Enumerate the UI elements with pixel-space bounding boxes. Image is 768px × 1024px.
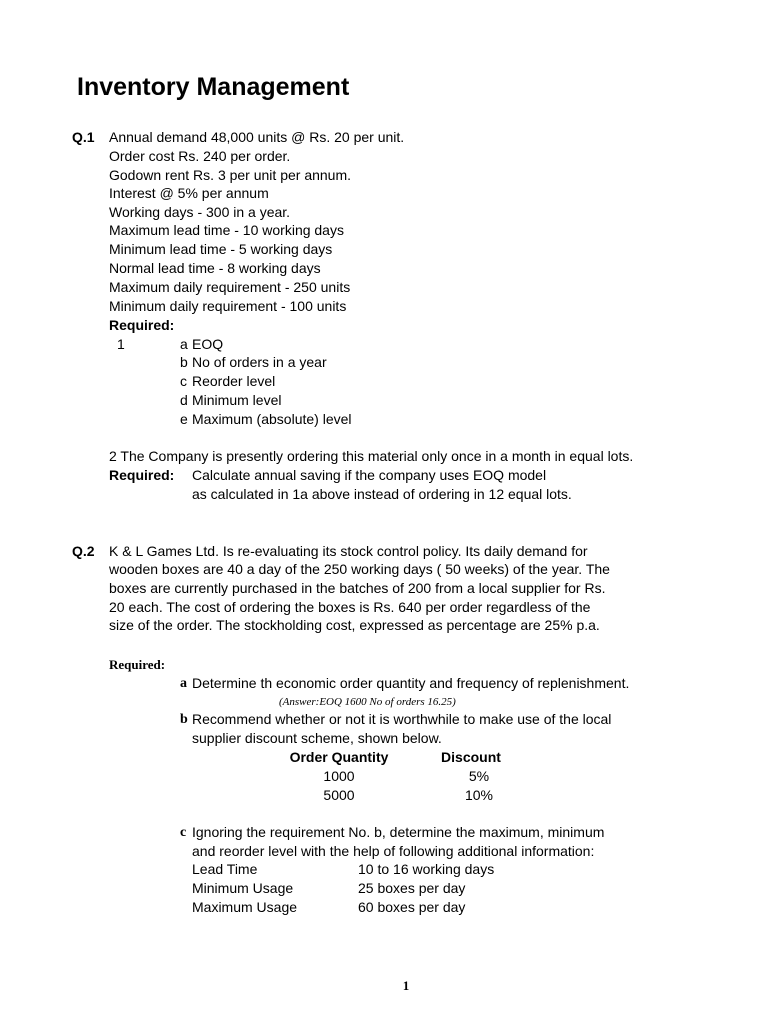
q1-line: Annual demand 48,000 units @ Rs. 20 per unit. <box>109 129 405 145</box>
q2-label: Q.2 <box>72 543 95 559</box>
q1-line: Maximum daily requirement - 250 units <box>109 279 351 295</box>
table-header: Discount <box>441 749 501 765</box>
page-number: 1 <box>402 978 410 993</box>
info-value: 25 boxes per day <box>358 880 466 896</box>
q2-line: K & L Games Ltd. Is re-evaluating its stock control policy. Its daily demand for <box>109 543 588 559</box>
q2-line: boxes are currently purchased in the batches of 200 from a local supplier for Rs. <box>109 580 606 596</box>
q1-line: Minimum daily requirement - 100 units <box>109 298 347 314</box>
q1-line: Minimum lead time - 5 working days <box>109 241 333 257</box>
table-cell: 1000 <box>323 768 355 784</box>
q1-part2-line: Calculate annual saving if the company uses EOQ model <box>192 467 547 483</box>
table-cell: 10% <box>464 787 494 803</box>
q2-line: 20 each. The cost of ordering the boxes is Rs. 640 per order regardless of the <box>109 599 591 615</box>
q2-line: size of the order. The stockholding cost, expressed as percentage are 25% p.a. <box>109 617 600 633</box>
q2-part-c-line: and reorder level with the help of following additional information: <box>192 843 595 859</box>
q1-line: Maximum lead time - 10 working days <box>109 222 344 238</box>
q1-part1-number: 1 <box>117 336 125 352</box>
list-item-letter: d <box>180 392 188 408</box>
table-cell: 5000 <box>323 787 355 803</box>
list-item-letter: a <box>180 336 188 352</box>
q1-line: Godown rent Rs. 3 per unit per annum. <box>109 167 352 183</box>
list-item-text: EOQ <box>192 336 224 352</box>
q1-line: Interest @ 5% per annum <box>109 185 269 201</box>
table-header: Order Quantity <box>289 749 389 765</box>
q2-part-a-answer: (Answer:EOQ 1600 No of orders 16.25) <box>279 696 456 708</box>
list-item-letter: c <box>180 373 187 389</box>
q1-label: Q.1 <box>72 129 95 145</box>
q2-required-label: Required: <box>109 657 166 672</box>
q1-line: Order cost Rs. 240 per order. <box>109 148 291 164</box>
info-value: 10 to 16 working days <box>358 861 495 877</box>
info-label: Maximum Usage <box>192 899 298 915</box>
info-value: 60 boxes per day <box>358 899 466 915</box>
q2-part-a-text: Determine th economic order quantity and frequency of replenishment. <box>192 675 630 691</box>
q1-part2-line: as calculated in 1a above instead of ordering in 12 equal lots. <box>192 486 572 502</box>
list-item-text: Minimum level <box>192 392 282 408</box>
q2-part-b-line: Recommend whether or not it is worthwhile to make use of the local <box>192 711 612 727</box>
list-item-text: Maximum (absolute) level <box>192 411 352 427</box>
list-item-text: Reorder level <box>192 373 276 389</box>
q2-part-c-line: Ignoring the requirement No. b, determine the maximum, minimum <box>192 824 605 840</box>
q1-line: Normal lead time - 8 working days <box>109 260 321 276</box>
list-item-letter: e <box>180 411 188 427</box>
q2-part-b-line: supplier discount scheme, shown below. <box>192 730 442 746</box>
list-item-text: No of orders in a year <box>192 354 327 370</box>
q1-part2-required-label: Required: <box>109 467 175 483</box>
page-title: Inventory Management <box>77 73 350 101</box>
q1-part2-text: 2 The Company is presently ordering this material only once in a month in equal lots. <box>109 448 634 464</box>
info-label: Minimum Usage <box>192 880 294 896</box>
list-item-letter: b <box>180 354 188 370</box>
table-cell: 5% <box>468 768 490 784</box>
info-label: Lead Time <box>192 861 258 877</box>
q1-line: Working days - 300 in a year. <box>109 204 291 220</box>
q2-part-b-letter: b <box>180 712 188 727</box>
q2-line: wooden boxes are 40 a day of the 250 working days ( 50 weeks) of the year. The <box>109 561 610 577</box>
q2-part-a-letter: a <box>180 676 187 691</box>
q2-part-c-letter: c <box>180 825 187 840</box>
q1-required-label: Required: <box>109 317 175 333</box>
